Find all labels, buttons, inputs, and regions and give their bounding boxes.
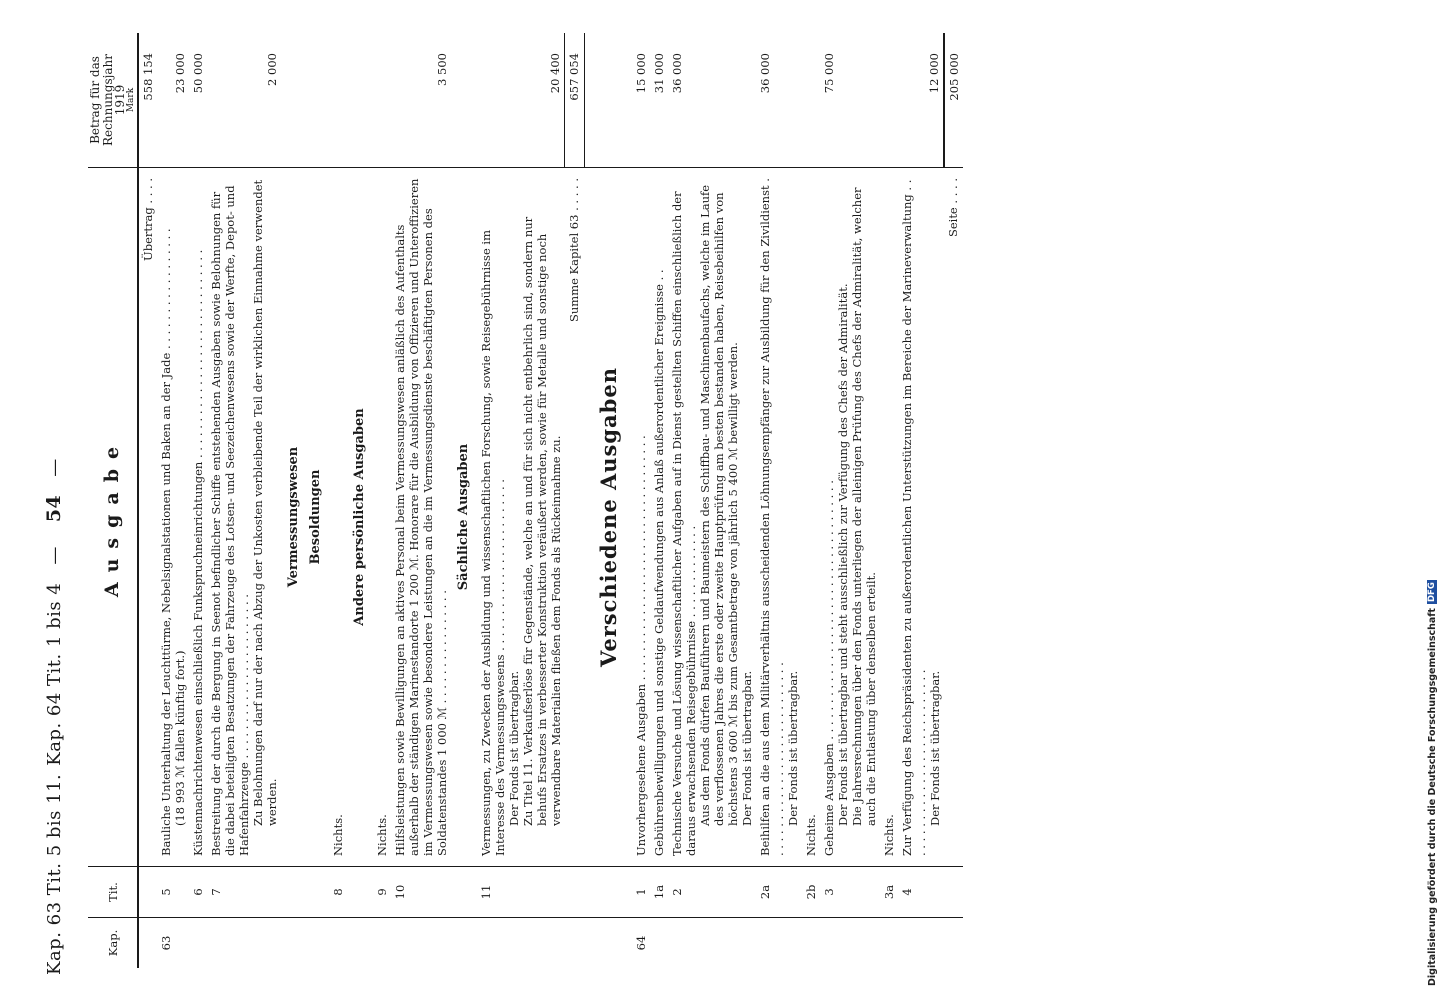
table-row: [820, 33, 880, 968]
row-text: Vermessungen, zu Zwecken der Ausbildung und wissenschaftlichen Forschung, sowie Reisegebührnisse im Interesse des Vermessungswesens . . . . . . . . . . . . . . . . . . . . . . . .: [478, 230, 507, 856]
section-heading-andere: Andere persönliche Ausgaben: [352, 408, 368, 626]
tit-cell: 10: [391, 867, 451, 918]
table-header-row: [88, 33, 138, 968]
table-row: [329, 33, 347, 968]
tit-cell: 1: [632, 867, 650, 918]
row-text: Nichts.: [880, 168, 898, 867]
row-text: Zur Verfügung des Reichspräsidenten zu außerordentlichen Unterstützungen im Bereiche der Marineverwaltung . . . . . . . . . . . . . . . . . . . . . . . . . . . .: [899, 179, 928, 856]
header-left: Kap. 63 Tit. 5 bis 11.: [43, 773, 65, 975]
table-row-seite: [944, 33, 963, 968]
section-heading-vermessung: Vermessungswesen: [286, 446, 302, 588]
table-row: [802, 33, 820, 968]
row-amount: 12 000: [926, 53, 941, 94]
budget-table-wrap: [88, 33, 1338, 968]
kap-64: 64: [632, 918, 650, 969]
uebertrag-label: Übertrag . . . .: [138, 168, 157, 867]
row-text: Beihilfen an die aus dem Militärverhältnis ausscheidenden Löhnungsempfänger zur Ausbildung für den Zivildienst . . . . . . . . . . . . . . . . . . . . . . . . . . . .: [757, 178, 786, 856]
amount-header-year: 1919: [113, 84, 128, 116]
amount-header-unit: Mark: [125, 87, 136, 113]
amount-header-line1: Betrag für das: [88, 56, 102, 144]
dfg-logo: DFG: [1427, 582, 1437, 603]
row-amount: 23 000: [173, 53, 188, 94]
row-text: Nichts.: [329, 168, 347, 867]
table-row: [157, 33, 189, 968]
table-row: [207, 33, 281, 968]
column-header-kap: Kap.: [88, 918, 138, 969]
tit-cell: 5: [157, 867, 189, 918]
row-text: Hilfsleistungen sowie Bewilligungen an aktives Personal beim Vermessungswesen anläßlich des Aufenthalts außerhalb der ständigen Marinestandorte 1 200 ℳ. Honorare für die Ausbildung von Offizieren und Unteroffizieren im Vermessungswesen sowie besondere Leistungen an die im Vermessungsdienste beschäftigten Personen des Soldatenstandes 1 000 ℳ . . . . . . . . . . . . . . . .: [391, 168, 451, 867]
table-row: [189, 33, 207, 968]
row-text: Küstennachrichtenwesen einschließlich Funkspruchneinrichtungen . . . . . . . . . . . . . . . . . . . . . . . . . . . . .: [189, 168, 207, 867]
row-text: Technische Versuche und Lösung wissenschaftlicher Aufgaben auf in Dienst gestellten Schiffen einschließlich der daraus erwachsenden Reisegebührnisse . . . . . . . . . . . . .: [669, 191, 698, 856]
tit-cell: 1a: [650, 867, 668, 918]
table-row: [632, 33, 650, 968]
table-row: [650, 33, 668, 968]
digitization-text: Digitalisierung gefördert durch die Deutsche Forschungsgemeinschaft: [1426, 608, 1438, 986]
row-amount: 31 000: [651, 53, 666, 94]
row-amount: 2 000: [265, 53, 280, 86]
table-row-uebertrag: [138, 33, 157, 968]
summe-kapitel-63-amount: 657 054: [565, 33, 584, 168]
column-header-ausgabe: Ausgabe: [88, 168, 138, 867]
row-amount: 3 500: [435, 53, 450, 86]
table-row: [391, 33, 451, 968]
tit-cell: 3a: [880, 867, 898, 918]
row-text: Unvorhergesehene Ausgaben . . . . . . . . . . . . . . . . . . . . . . . . . . . . . . . . . .: [632, 168, 650, 867]
tit-cell: 7: [207, 867, 281, 918]
row-text: Gebührenbewilligungen und sonstige Geldaufwendungen aus Anlaß außerordentlicher Ereignisse . .: [650, 168, 668, 867]
row-subtext: Der Fonds ist übertragbar.: [927, 670, 942, 826]
column-header-betrag: [88, 33, 138, 168]
row-subtext: Zu Belohnungen darf nur der nach Abzug der Unkosten verbleibende Teil der wirklichen Einnahme verwendet werden.: [251, 179, 280, 826]
row-text: Geheime Ausgaben . . . . . . . . . . . . . . . . . . . . . . . . . . . . . . . . . . . .: [821, 480, 836, 856]
budget-table: [88, 33, 963, 968]
tit-cell: 2: [668, 867, 756, 918]
row-amount: 75 000: [821, 53, 836, 94]
tit-cell: 11: [477, 867, 565, 918]
tit-cell: 4: [898, 867, 944, 918]
row-amount: 36 000: [757, 53, 772, 94]
seite-amount: 205 000: [944, 33, 963, 168]
section-heading-besoldungen: Besoldungen: [308, 469, 324, 565]
tit-cell: 2a: [756, 867, 802, 918]
row-subtext: Zu Titel 11. Verkaufserlöse für Gegenstände, welche an und für sich nicht entbehrlich sind, sondern nur behufs Ersatzes in verbesserter Konstruktion veräußert werden, sowie für Metalle und sonstige noch verwendbare Materialien fließen dem Fonds als Rückeinnahme zu.: [520, 216, 563, 826]
row-subtext: Der Fonds ist übertragbar.: [785, 670, 800, 826]
tit-cell: 8: [329, 867, 347, 918]
table-row-summe-63: [565, 33, 584, 968]
header-dash: —: [43, 546, 65, 565]
section-heading-verschiedene: Verschiedene Ausgaben: [596, 367, 621, 667]
row-amount: 20 400: [548, 53, 563, 94]
seite-label: Seite . . . .: [944, 168, 963, 867]
amount-header-line2: Rechnungsjahr: [100, 54, 115, 146]
page-header: [38, 15, 70, 975]
table-row: [880, 33, 898, 968]
summe-kapitel-63-label: Summe Kapitel 63 . . . . .: [565, 168, 584, 867]
kap-63: 63: [157, 918, 189, 969]
column-header-tit: Tit.: [88, 867, 138, 918]
uebertrag-amount: 558 154: [141, 53, 156, 101]
table-row: [373, 33, 391, 968]
row-subtext: (18 993 ℳ fallen künftig fort.): [173, 650, 188, 826]
tit-cell: 3: [820, 867, 880, 918]
digitization-note: [1425, 6, 1439, 986]
row-text: Bestreitung der durch die Bergung in Seenot befindlicher Schiffe entstehenden Ausgaben sowie Belohnungen für die dabei beteiligten Besatzungen der Fahrzeuge des Lotsen- und Seezeichenwesens sowie der Werfte, Depot- und Hafenfahrzeuge . . . . . . . . . . . . . . . . . . . . . . .: [209, 185, 252, 856]
table-row: [477, 33, 565, 968]
row-amount: 50 000: [191, 53, 206, 94]
row-subtext: Der Fonds ist übertragbar und steht ausschließlich zur Verfügung des Chefs der Admiralität.: [835, 283, 850, 826]
table-row: [668, 33, 756, 968]
row-text: Nichts.: [373, 168, 391, 867]
section-heading-saechliche: Sächliche Ausgaben: [456, 443, 472, 591]
header-dash-2: —: [43, 458, 65, 477]
table-row: [898, 33, 944, 968]
row-text: Bauliche Unterhaltung der Leuchttürme, Nebelsignalstationen und Baken an der Jade . . . . . . . . . . . . . . . . .: [159, 228, 174, 856]
table-row: [756, 33, 802, 968]
row-subtext: Der Fonds ist übertragbar.: [506, 670, 521, 826]
header-middle: Kap. 64 Tit. 1 bis 4: [43, 582, 65, 766]
tit-cell: 2b: [802, 867, 820, 918]
tit-cell: 9: [373, 867, 391, 918]
row-amount: 36 000: [669, 53, 684, 94]
page-number: 54: [43, 494, 65, 523]
row-text: Nichts.: [802, 168, 820, 867]
row-amount: 15 000: [633, 53, 648, 94]
tit-cell: 6: [189, 867, 207, 918]
row-subtext: Die Jahresrechnungen über den Fonds unterliegen der alleinigen Prüfung des Chefs der Admiralität, welcher auch die Entlastung über denselben erteilt.: [849, 187, 878, 826]
row-subtext: Aus dem Fonds dürfen Bauführern und Baumeistern des Schiffbau- und Maschinenbaufachs, welche im Laufe des verflossenen Jahres die erste oder zweite Hauptprüfung am besten bestanden haben, Reisebeihilfen von höchstens 3 600 ℳ bis zum Gesamtbetrage von jährlich 5 400 ℳ bewilligt werden.: [697, 184, 740, 826]
row-subtext: Der Fonds ist übertragbar.: [739, 670, 754, 826]
